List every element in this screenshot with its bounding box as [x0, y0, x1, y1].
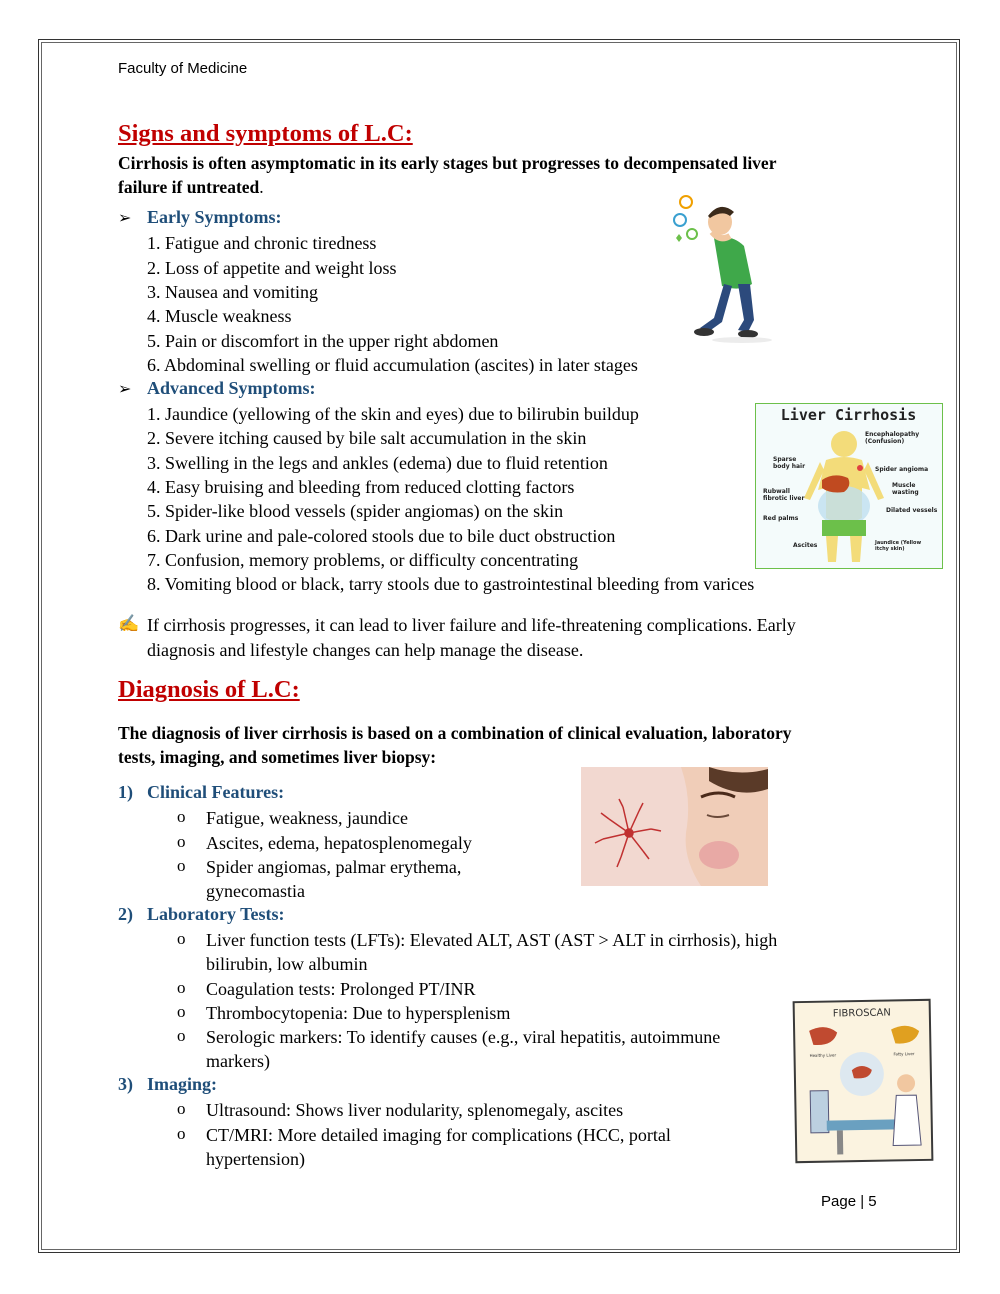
list-item: 4. Muscle weakness [147, 306, 292, 326]
signs-intro-line-2: failure if untreated. [118, 177, 264, 197]
circle-bullet-icon: o [177, 929, 186, 948]
arrow-bullet-icon: ➢ [118, 381, 132, 398]
list-item: Coagulation tests: Prolonged PT/INR [206, 979, 476, 999]
list-item: CT/MRI: More detailed imaging for complications (HCC, portal [206, 1125, 671, 1145]
circle-bullet-icon: o [177, 807, 186, 826]
list-item: 4. Easy bruising and bleeding from reduced clotting factors [147, 477, 575, 497]
label-dilated-vessels: Dilated vessels [886, 507, 938, 514]
list-item: gynecomastia [206, 881, 305, 901]
diag-section-num: 3) [118, 1074, 133, 1094]
list-item: 5. Spider-like blood vessels (spider angiomas) on the skin [147, 501, 564, 521]
diagnosis-intro-line-2: tests, imaging, and sometimes liver biopsy: [118, 747, 437, 767]
list-item: 1. Jaundice (yellowing of the skin and eyes) due to bilirubin buildup [147, 404, 639, 424]
list-item: 1. Fatigue and chronic tiredness [147, 233, 377, 253]
section-title-signs: Signs and symptoms of L.C: [118, 120, 413, 147]
note-line-1: If cirrhosis progresses, it can lead to liver failure and life-threatening complications. Early [147, 615, 796, 635]
advanced-symptoms-title: Advanced Symptoms: [147, 378, 316, 398]
list-item: Ultrasound: Shows liver nodularity, splenomegaly, ascites [206, 1100, 624, 1120]
list-item: Liver function tests (LFTs): Elevated ALT, AST (AST > ALT in cirrhosis), high [206, 930, 778, 950]
fibroscan-title: FIBROSCAN [832, 1007, 891, 1020]
circle-bullet-icon: o [177, 832, 186, 851]
note-line-2: diagnosis and lifestyle changes can help manage the disease. [147, 640, 584, 660]
section-title-diagnosis: Diagnosis of L.C: [118, 676, 300, 703]
list-item: 7. Confusion, memory problems, or difficulty concentrating [147, 550, 579, 570]
list-item: 3. Nausea and vomiting [147, 282, 318, 302]
arrow-bullet-icon: ➢ [118, 210, 132, 227]
list-item: Ascites, edema, hepatosplenomegaly [206, 833, 472, 853]
list-item: Thrombocytopenia: Due to hypersplenism [206, 1003, 511, 1023]
liver-cirrhosis-title: Liver Cirrhosis [780, 406, 917, 424]
circle-bullet-icon: o [177, 856, 186, 875]
label-encephalopathy: Encephalopathy (Confusion) [865, 431, 920, 445]
fibroscan-illustration [795, 1019, 931, 1161]
label-jaundice: Jaundice (Yellow itchy skin) [875, 540, 922, 552]
fatty-liver-label: Fatty Liver [893, 1051, 915, 1057]
list-item: 3. Swelling in the legs and ankles (edema) due to fluid retention [147, 453, 608, 473]
list-item: 6. Abdominal swelling or fluid accumulation (ascites) in later stages [147, 355, 638, 375]
list-item: markers) [206, 1051, 270, 1071]
nauseous-man-illustration [668, 192, 780, 344]
fibroscan-figure [793, 999, 934, 1163]
label-fibrotic-liver: Rubwall fibrotic liver [763, 488, 805, 502]
signs-intro-line-1: Cirrhosis is often asymptomatic in its early stages but progresses to decompensated liver [118, 153, 777, 173]
label-ascites: Ascites [793, 542, 818, 549]
label-sparse-hair: Sparse body hair [773, 456, 806, 470]
circle-bullet-icon: o [177, 1099, 186, 1118]
label-red-palms: Red palms [763, 515, 799, 522]
label-spider-angioma: Spider angioma [875, 466, 929, 473]
list-item: hypertension) [206, 1149, 305, 1169]
circle-bullet-icon: o [177, 1026, 186, 1045]
list-item: 2. Severe itching caused by bile salt accumulation in the skin [147, 428, 587, 448]
diag-section-num: 1) [118, 782, 133, 802]
list-item: Spider angiomas, palmar erythema, [206, 857, 462, 877]
page-number: Page | 5 [821, 1193, 877, 1210]
list-item: 8. Vomiting blood or black, tarry stools due to gastrointestinal bleeding from varices [147, 574, 755, 594]
diagnosis-intro-line-1: The diagnosis of liver cirrhosis is based on a combination of clinical evaluation, laboratory [118, 723, 792, 743]
list-item: 5. Pain or discomfort in the upper right abdomen [147, 331, 499, 351]
circle-bullet-icon: o [177, 1002, 186, 1021]
spider-angioma-face-illustration [581, 767, 768, 886]
list-item: bilirubin, low albumin [206, 954, 368, 974]
early-symptoms-title: Early Symptoms: [147, 207, 282, 227]
list-item: Serologic markers: To identify causes (e.g., viral hepatitis, autoimmune [206, 1027, 721, 1047]
laboratory-tests-title: Laboratory Tests: [147, 904, 285, 924]
circle-bullet-icon: o [177, 978, 186, 997]
pointing-hand-icon: ✍ [118, 614, 140, 633]
list-item: 2. Loss of appetite and weight loss [147, 258, 397, 278]
list-item: 6. Dark urine and pale-colored stools due to bile duct obstruction [147, 526, 616, 546]
list-item: Fatigue, weakness, jaundice [206, 808, 408, 828]
label-muscle-wasting: Muscle wasting [892, 482, 919, 496]
diag-section-num: 2) [118, 904, 133, 924]
liver-cirrhosis-figure [755, 403, 943, 569]
circle-bullet-icon: o [177, 1124, 186, 1143]
clinical-features-title: Clinical Features: [147, 782, 285, 802]
imaging-title: Imaging: [147, 1074, 218, 1094]
healthy-liver-label: Healthy Liver [809, 1052, 837, 1058]
page-header: Faculty of Medicine [118, 60, 248, 77]
